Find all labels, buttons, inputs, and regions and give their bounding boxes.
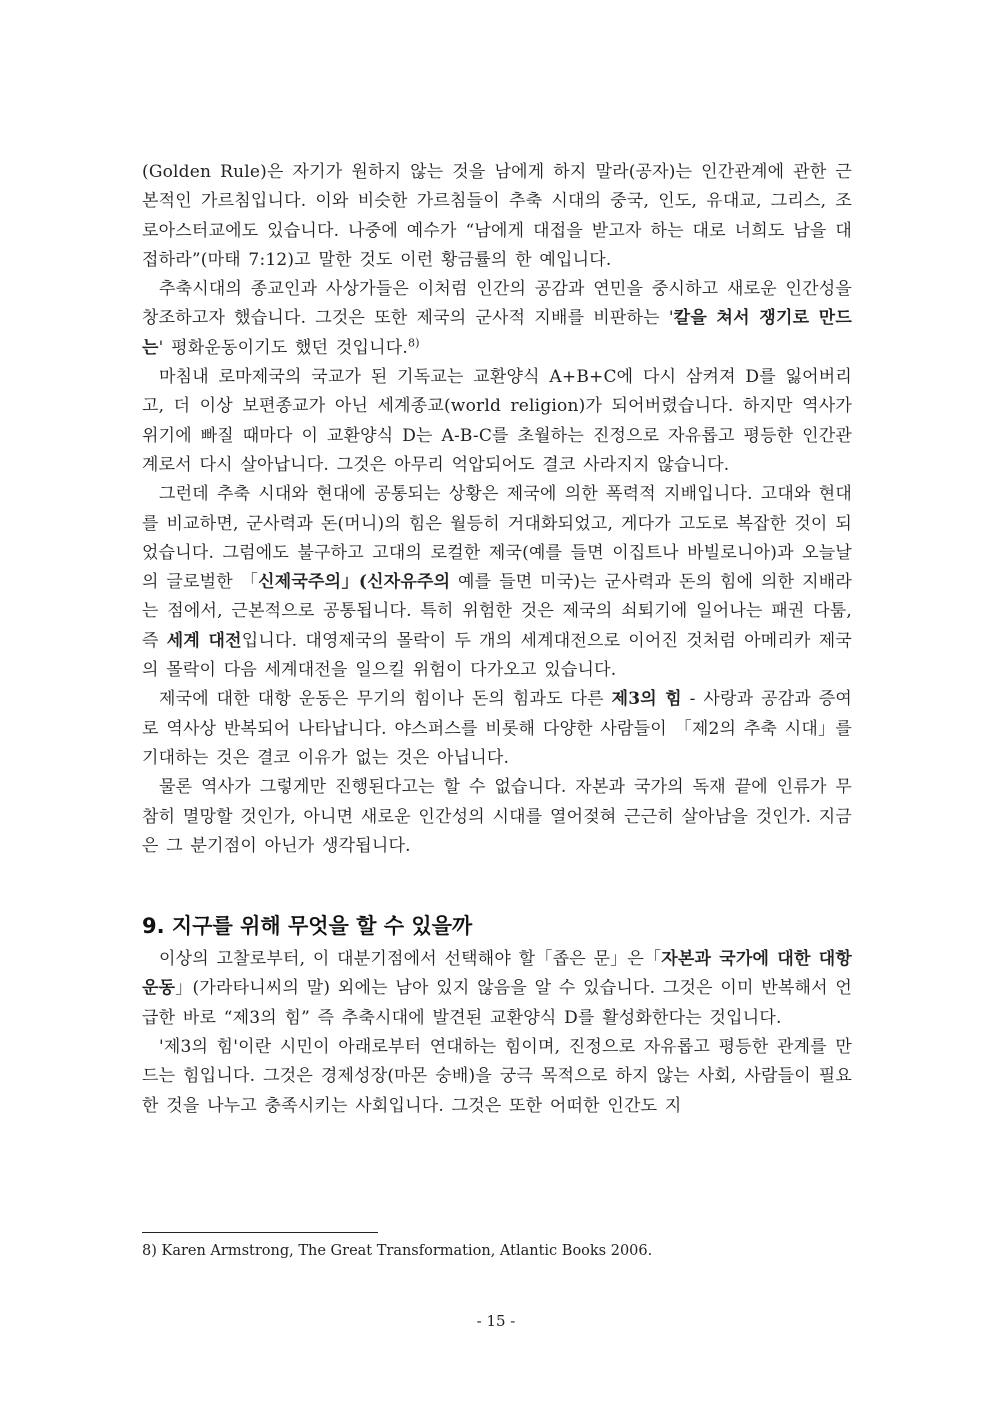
- paragraph-narrow-gate: [142, 945, 852, 1033]
- document-body: [142, 158, 852, 1121]
- paragraph-empire-domination: [142, 480, 852, 685]
- paragraph-text: 」(가라타니씨의 말) 외에는 남아 있지 않음을 알 수 있습니다. 그것은 이미 반복해서 언급한 바로 “제3의 힘” 즉 추축시대에 발견된 교환양식 D를 활성화한다는 것입니다.: [142, 978, 852, 1028]
- emphasis-world-war: 세계 대전: [166, 630, 242, 651]
- paragraph-text: 그런데 추축 시대와 현대에 공통되는 상황은 제국에 의한 폭력적 지배입니다. 고대와 현대를 비교하면, 군사력과 돈(머니)의 힘은 월등히 거대화되었고, 게다가 고도로 복잡한 것이 되었습니다. 그럼에도 불구하고 고대의 로컬한 제국(예를 들면 이집트나 바빌로니아)과 오늘날의 글로벌한 「: [142, 484, 852, 593]
- paragraph-third-power-definition: '제3의 힘'이란 시민이 아래로부터 연대하는 힘이며, 진정으로 자유롭고 평등한 관계를 만드는 힘입니다. 그것은 경제성장(마몬 숭배)을 궁극 목적으로 하지 않는 사회, 사람들이 필요한 것을 나누고 충족시키는 사회입니다. 그것은 또한 어떠한 인간도 지: [142, 1037, 852, 1116]
- paragraph-third-power: [142, 685, 852, 773]
- paragraph-text: 추축시대의 종교인과 사상가들은 이처럼 인간의 공감과 연민을 중시하고 새로운 인간성을 창조하고자 했습니다. 그것은 또한 제국의 군사적 지배를 비판하는 ': [142, 279, 852, 329]
- paragraph-text: 예를 들면 미국)는 군사력과 돈의 힘에 의한 지배라는 점에서, 근본적으로 공통됩니다. 특히 위험한 것은 제국의 쇠퇴기에 일어나는 패권 다툼, 즉: [142, 572, 852, 651]
- section-heading: 9. 지구를 위해 무엇을 할 수 있을까: [142, 914, 473, 939]
- paragraph-golden-rule: (Golden Rule)은 자기가 원하지 않는 것을 남에게 하지 말라(공자)는 인간관계에 관한 근본적인 가르침입니다. 이와 비슷한 가르침들이 추축 시대의 중국, 인도, 유대교, 그리스, 조로아스터교에도 있습니다. 나중에 예수가 “남에게 대접을 받고자 하는 대로 너희도 남을 대접하라”(마태 7:12)고 말한 것도 이런 황금률의 한 예입니다.: [142, 162, 852, 270]
- paragraph-text: 이상의 고찰로부터, 이 대분기점에서 선택해야 할「좁은 문」은「: [159, 949, 662, 970]
- footnote-divider: [142, 1232, 378, 1233]
- paragraph-text: - 사랑과 공감과 증여로 역사상 반복되어 나타납니다. 야스퍼스를 비롯해 다양한 사람들이 「제2의 추축 시대」를 기대하는 것은 결코 이유가 없는 것은 아닙니다.: [142, 689, 853, 768]
- emphasis-counter-movement: 자본과 국가에 대한 대항운동: [142, 949, 852, 999]
- footnote: 8) Karen Armstrong, The Great Transformation, Atlantic Books 2006.: [142, 1243, 653, 1259]
- paragraph-text: 제국에 대한 대항 운동은 무기의 힘이나 돈의 힘과도 다른: [159, 689, 612, 710]
- paragraph-text: 입니다. 대영제국의 몰락이 두 개의 세계대전으로 이어진 것처럼 아메리카 제국의 몰락이 다음 세계대전을 일으킬 위험이 다가오고 있습니다.: [142, 630, 852, 681]
- paragraph-axial-age-thinkers: [142, 275, 852, 363]
- paragraph-turning-point: 물론 역사가 그렇게만 진행된다고는 할 수 없습니다. 자본과 국가의 독재 끝에 인류가 무참히 멸망할 것인가, 아니면 새로운 인간성의 시대를 열어젖혀 근근히 살아남을 것인가. 지금은 그 분기점이 아닌가 생각됩니다.: [142, 777, 852, 856]
- paragraph-christianity: 마침내 로마제국의 국교가 된 기독교는 교환양식 A+B+C에 다시 삼켜져 D를 잃어버리고, 더 이상 보편종교가 아닌 세계종교(world religion)가 되어버렸습니다. 하지만 역사가 위기에 빠질 때마다 이 교환양식 D는 A-B-C를 초월하는 진정으로 자유롭고 평등한 인간관계로서 다시 살아납니다. 그것은 아무리 억압되어도 결코 사라지지 않습니다.: [142, 367, 852, 475]
- page-number: - 15 -: [476, 1312, 516, 1330]
- emphasis-third-power: 제3의 힘: [611, 689, 682, 710]
- emphasis-neo-imperialism: 신제국주의」(신자유주의: [258, 572, 451, 593]
- paragraph-text: ' 평화운동이기도 했던 것입니다.: [158, 337, 408, 358]
- footnote-reference[interactable]: 8): [408, 336, 420, 350]
- emphasis-swords-to-plowshares: 칼을 쳐서 쟁기로 만드는: [142, 308, 853, 358]
